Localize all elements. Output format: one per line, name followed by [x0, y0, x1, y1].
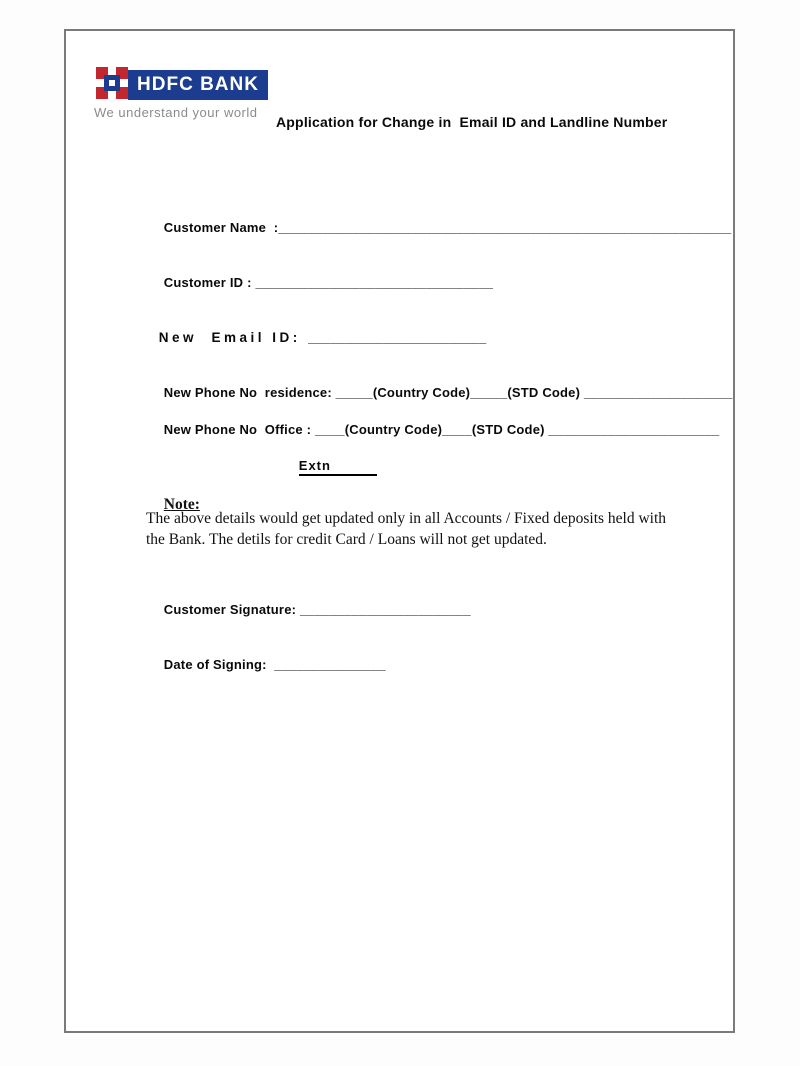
hdfc-logo-icon — [96, 67, 128, 99]
date-of-signing-blank: _______________ — [274, 657, 386, 672]
country-code-label-office: (Country Code) — [344, 422, 443, 437]
phone-office-row — [146, 403, 719, 457]
std-code-label: (STD Code) — [507, 385, 581, 400]
customer-signature-row — [146, 583, 471, 637]
customer-signature-blank: _______________________ — [299, 602, 471, 617]
std-code-label-office: (STD Code) — [471, 422, 545, 437]
new-email-id-label: New Email ID: — [158, 330, 309, 345]
phone-residence-label: New Phone No residence: — [163, 385, 336, 400]
customer-id-blank: ________________________________ — [255, 275, 494, 290]
customer-id-label: Customer ID : — [163, 275, 256, 290]
date-of-signing-label: Date of Signing: — [163, 657, 275, 672]
customer-signature-label: Customer Signature: — [163, 602, 300, 617]
phone-office-blank-1: ____ — [315, 422, 345, 437]
hdfc-bank-banner — [128, 70, 268, 100]
date-of-signing-row — [146, 638, 386, 692]
customer-id-row — [146, 256, 493, 310]
note-body: The above details would get updated only in all Accounts / Fixed deposits held with the Bank. The detils for credit Card / Loans will not get updated. — [146, 510, 667, 548]
extn-label: Extn — [299, 458, 377, 476]
phone-office-blank-3: _______________________ — [544, 422, 720, 437]
phone-office-blank-2: ____ — [442, 422, 472, 437]
logo-center-square — [109, 80, 115, 86]
phone-residence-blank-2: _____ — [470, 385, 508, 400]
phone-residence-blank-1: _____ — [335, 385, 373, 400]
country-code-label: (Country Code) — [372, 385, 471, 400]
note-heading: Note: — [163, 496, 200, 513]
customer-name-row — [146, 201, 731, 255]
new-email-id-row — [141, 311, 486, 365]
phone-office-label: New Phone No Office : — [163, 422, 316, 437]
new-email-id-blank: ________________________ — [308, 330, 487, 345]
phone-residence-blank-3: ____________________ — [580, 385, 733, 400]
customer-name-blank: _____________________________________________________________ — [278, 220, 732, 235]
customer-name-label: Customer Name : — [163, 220, 279, 235]
page-title: Application for Change in Email ID and Landline Number — [276, 114, 668, 130]
form-page — [64, 29, 735, 1033]
bank-name: HDFC BANK — [137, 74, 259, 95]
bank-tagline: We understand your world — [94, 105, 258, 120]
extn-row — [281, 439, 377, 494]
